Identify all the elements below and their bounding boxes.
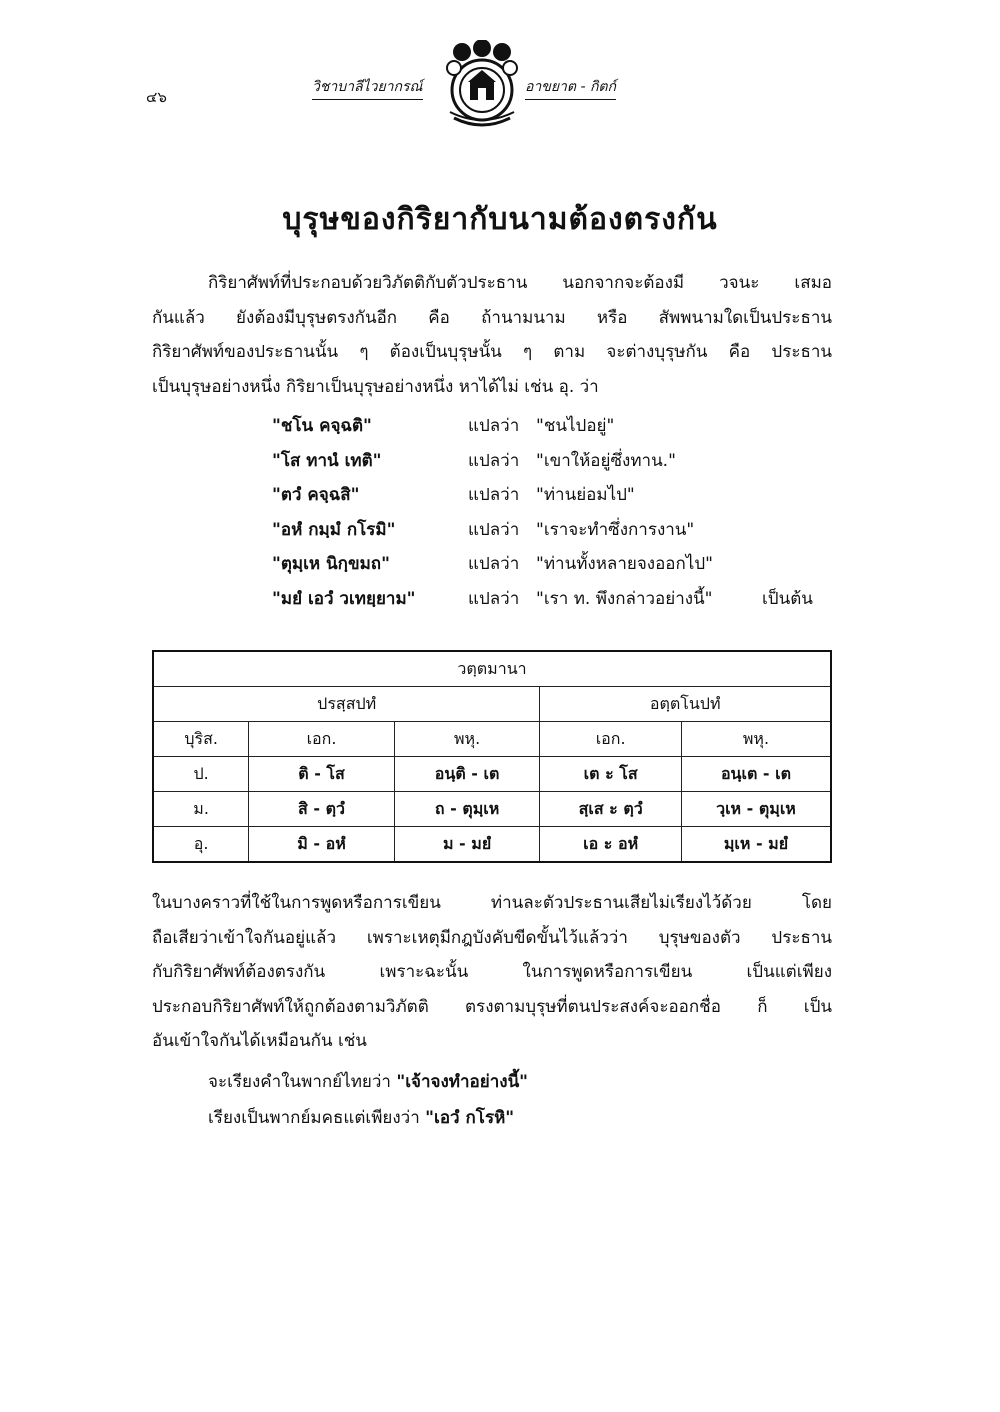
page-header (0, 40, 1000, 140)
table-cell: วฺเห - ตุมฺเห (681, 792, 831, 827)
table-row (153, 757, 831, 792)
example-row (272, 516, 832, 551)
table-cell: อนฺเต - เต (681, 757, 831, 792)
conjugation-table (152, 650, 832, 863)
table-title: วตฺตมานา (153, 651, 831, 687)
table-group-right: อตฺตโนปทํ (540, 687, 831, 722)
example-label: แปลว่า (468, 485, 520, 505)
table-cell: ม - มยํ (394, 827, 540, 863)
table-cell: อนฺติ - เต (394, 757, 540, 792)
example-label: แปลว่า (468, 450, 520, 471)
table-row (153, 792, 831, 827)
table-cell-person: ม. (153, 792, 249, 827)
intro-line: เป็นบุรุษอย่างหนึ่ง กิริยาเป็นบุรุษอย่างหนึ่ง หาได้ไม่ เช่น อุ. ว่า (152, 376, 599, 397)
table-cell-person: ป. (153, 757, 249, 792)
outro-paragraph (152, 886, 832, 1059)
example-list (272, 412, 832, 619)
example-tail: เป็นต้น (762, 588, 813, 609)
table-row (153, 827, 831, 863)
example-row (272, 412, 832, 447)
example-label: แปลว่า (468, 588, 520, 609)
header-left-text: วิชาบาลีไวยากรณ์ (312, 76, 423, 100)
example-row (272, 585, 832, 620)
closing-quote: "เจ้าจงทำอย่างนี้" (396, 1072, 529, 1092)
example-pali: "โส ทานํ เทติ" (272, 450, 382, 471)
example-pali: "ชโน คจฺฉติ" (272, 416, 372, 436)
intro-line: กิริยาศัพท์ที่ประกอบด้วยวิภัตติกับตัวประธาน นอกจากจะต้องมี วจนะ เสมอ (208, 273, 832, 293)
table-col-header: พหุ. (681, 722, 831, 757)
page-title: บุรุษของกิริยากับนามต้องตรงกัน (282, 202, 718, 237)
closing-quote: "เอวํ กโรหิ" (425, 1108, 515, 1128)
example-pali: "ตวํ คจฺฉสิ" (272, 485, 360, 505)
example-translation: "ชนไปอยู่" (536, 416, 615, 436)
table-col-header: เอก. (249, 722, 395, 757)
table-cell: มิ - อหํ (249, 827, 395, 863)
example-label: แปลว่า (468, 519, 520, 540)
table-col-person: บุริส. (153, 722, 249, 757)
example-pali: "อหํ กมฺมํ กโรมิ" (272, 519, 396, 540)
header-right-text: อาขยาต - กิตก์ (525, 76, 616, 100)
example-row (272, 481, 832, 516)
example-label: แปลว่า (468, 554, 520, 574)
outro-line: ในบางคราวที่ใช้ในการพูดหรือการเขียน ท่านละตัวประธานเสียไม่เรียงไว้ด้วย โดย (152, 893, 832, 913)
example-translation: "เขาให้อยู่ซึ่งทาน." (536, 450, 676, 471)
example-row (272, 447, 832, 482)
outro-line: ประกอบกิริยาศัพท์ให้ถูกต้องตามวิภัตติ ตรงตามบุรุษที่ตนประสงค์จะออกชื่อ ก็ เป็น (152, 996, 832, 1017)
example-translation: "ท่านย่อมไป" (536, 485, 635, 505)
intro-paragraph (152, 266, 832, 404)
example-translation: "เรา ท. พึงกล่าวอย่างนี้" (536, 588, 713, 609)
table-cell: สิ - ตฺวํ (249, 792, 395, 827)
emblem-seal-icon (440, 40, 525, 132)
table-col-header: เอก. (540, 722, 682, 757)
table-cell: มฺเห - มยํ (681, 827, 831, 863)
table-cell: ติ - โส (249, 757, 395, 792)
example-translation: "เราจะทำซึ่งการงาน" (536, 519, 695, 540)
closing-text: เรียงเป็นพากย์มคธแต่เพียงว่า (208, 1108, 426, 1128)
example-row (272, 550, 832, 585)
example-label: แปลว่า (468, 416, 520, 436)
table-cell-person: อุ. (153, 827, 249, 863)
outro-line: ถือเสียว่าเข้าใจกันอยู่แล้ว เพราะเหตุมีกฎบังคับขีดขั้นไว้แล้วว่า บุรุษของตัว ประธาน (152, 927, 832, 948)
intro-line: กันแล้ว ยังต้องมีบุรุษตรงกันอีก คือ ถ้านามนาม หรือ สัพพนามใดเป็นประธาน (152, 307, 832, 328)
table-cell: สฺเส ะ ตฺวํ (540, 792, 682, 827)
table-col-header: พหุ. (394, 722, 540, 757)
closing-line (208, 1104, 514, 1131)
outro-line: อันเข้าใจกันได้เหมือนกัน เช่น (152, 1031, 367, 1051)
closing-text: จะเรียงคำในพากย์ไทยว่า (208, 1072, 397, 1092)
table-cell: ถ - ตุมฺเห (394, 792, 540, 827)
intro-line: กิริยาศัพท์ของประธานนั้น ๆ ต้องเป็นบุรุษนั้น ๆ ตาม จะต่างบุรุษกัน คือ ประธาน (152, 342, 832, 362)
example-translation: "ท่านทั้งหลายจงออกไป" (536, 554, 713, 574)
table-cell: เต ะ โส (540, 757, 682, 792)
example-pali: "ตุมฺเห นิกฺขมถ" (272, 554, 390, 574)
table-group-left: ปรสฺสปทํ (153, 687, 540, 722)
table-cell: เอ ะ อหํ (540, 827, 682, 863)
example-pali: "มยํ เอวํ วเทยฺยาม" (272, 588, 416, 609)
closing-line (208, 1068, 528, 1095)
page-number: ๔๖ (146, 88, 167, 106)
outro-line: กับกิริยาศัพท์ต้องตรงกัน เพราะฉะนั้น ในการพูดหรือการเขียน เป็นแต่เพียง (152, 962, 832, 982)
